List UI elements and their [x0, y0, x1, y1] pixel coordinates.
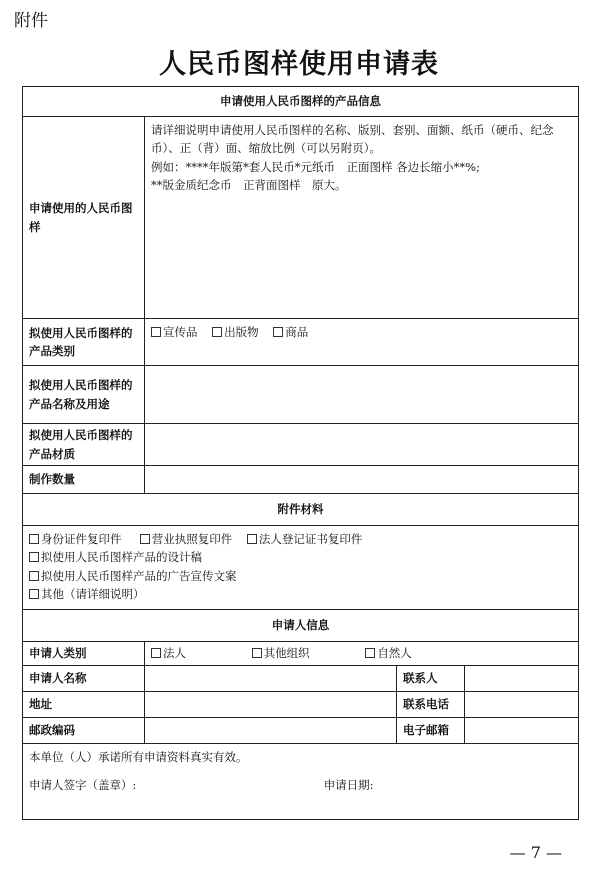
checkbox-icon[interactable]	[273, 327, 283, 337]
attachment-option-id-copy[interactable]: 身份证件复印件	[29, 530, 122, 548]
applicant-info-heading: 申请人信息	[23, 610, 579, 642]
product-category-label: 拟使用人民币图样的产品类别	[23, 319, 145, 366]
applicant-type-other-org[interactable]: 其他组织	[252, 644, 310, 662]
applicant-name-label: 申请人名称	[23, 666, 145, 692]
contact-person-label: 联系人	[397, 666, 465, 692]
product-info-heading: 申请使用人民币图样的产品信息	[23, 87, 579, 117]
product-name-usage-label: 拟使用人民币图样的产品名称及用途	[23, 366, 145, 424]
applicant-name-field[interactable]	[145, 666, 397, 692]
document-title: 人民币图样使用申请表	[159, 49, 439, 80]
rmb-image-label: 申请使用的人民币图样	[23, 117, 145, 319]
checkbox-icon[interactable]	[29, 589, 39, 599]
checkbox-icon[interactable]	[29, 534, 39, 544]
quantity-field[interactable]	[145, 466, 579, 494]
checkbox-icon[interactable]	[212, 327, 222, 337]
applicant-type-label: 申请人类别	[23, 642, 145, 666]
attachment-label: 附件	[14, 11, 48, 31]
application-form-table	[22, 86, 579, 820]
address-field[interactable]	[145, 692, 397, 718]
postcode-label: 邮政编码	[23, 718, 145, 744]
attachment-option-legal-cert-copy[interactable]: 法人登记证书复印件	[247, 530, 363, 548]
applicant-type-natural-person[interactable]: 自然人	[365, 644, 412, 662]
example-text: 例如：****年版第*套人民币*元纸币 正面图样 各边长缩小**%;	[151, 159, 480, 174]
attachments-list	[23, 526, 579, 610]
checkbox-icon[interactable]	[151, 648, 161, 658]
quantity-label: 制作数量	[23, 466, 145, 494]
product-name-usage-field[interactable]	[145, 366, 579, 424]
signature-label[interactable]: 申请人签字（盖章）:	[29, 778, 137, 793]
category-option-publication[interactable]: 出版物	[212, 323, 259, 341]
checkbox-icon[interactable]	[140, 534, 150, 544]
checkbox-icon[interactable]	[252, 648, 262, 658]
checkbox-icon[interactable]	[151, 327, 161, 337]
attachment-option-ad-copy[interactable]: 拟使用人民币图样产品的广告宣传文案	[29, 567, 572, 585]
applicant-type-options	[145, 642, 579, 666]
checkbox-icon[interactable]	[365, 648, 375, 658]
product-material-field[interactable]	[145, 424, 579, 466]
address-label: 地址	[23, 692, 145, 718]
declaration-block	[23, 744, 579, 820]
application-date-label[interactable]: 申请日期:	[323, 778, 374, 793]
email-label: 电子邮箱	[397, 718, 465, 744]
attachment-option-design[interactable]: 拟使用人民币图样产品的设计稿	[29, 548, 572, 566]
declaration-statement: 本单位（人）承诺所有申请资料真实有效。	[29, 750, 248, 764]
contact-person-field[interactable]	[465, 666, 579, 692]
phone-label: 联系电话	[397, 692, 465, 718]
checkbox-icon[interactable]	[29, 552, 39, 562]
phone-field[interactable]	[465, 692, 579, 718]
category-option-goods[interactable]: 商品	[273, 323, 308, 341]
category-option-promo[interactable]: 宣传品	[151, 323, 198, 341]
checkbox-icon[interactable]	[29, 571, 39, 581]
product-material-label: 拟使用人民币图样的产品材质	[23, 424, 145, 466]
instruction-text: 请详细说明申请使用人民币图样的名称、版别、套别、面额、纸币（硬币、纪念币）、正（背）面、缩放比例（可以另附页）。	[151, 123, 554, 156]
checkbox-icon[interactable]	[247, 534, 257, 544]
email-field[interactable]	[465, 718, 579, 744]
applicant-type-legal-person[interactable]: 法人	[151, 644, 186, 662]
page-number: — 7 —	[509, 843, 562, 862]
attachment-option-other[interactable]: 其他（请详细说明）	[29, 585, 572, 603]
postcode-field[interactable]	[145, 718, 397, 744]
example-text: **版金质纪念币 正背面图样 原大。	[151, 178, 347, 193]
product-category-options	[145, 319, 579, 366]
attachment-option-license-copy[interactable]: 营业执照复印件	[140, 530, 233, 548]
attachments-heading: 附件材料	[23, 494, 579, 526]
rmb-image-field[interactable]	[145, 117, 579, 319]
